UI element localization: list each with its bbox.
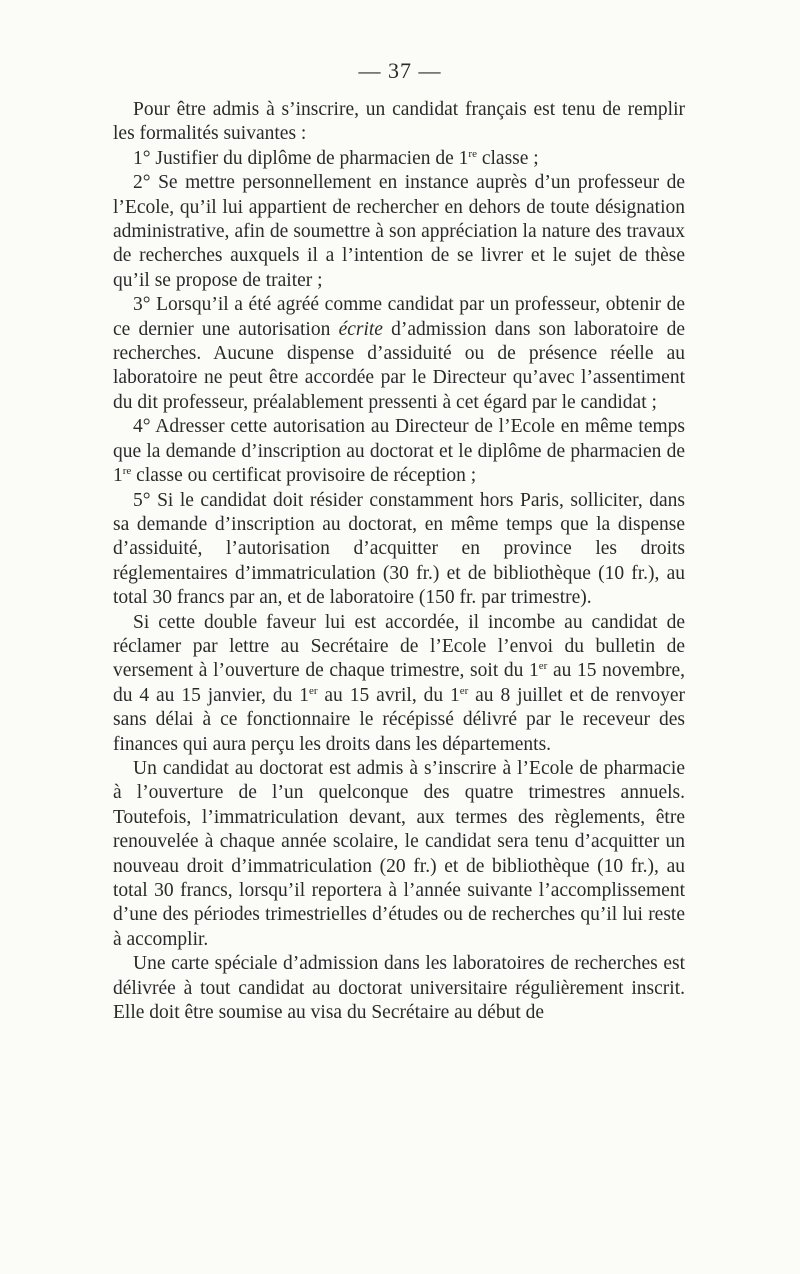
paragraph-item-1: 1° Justifier du diplôme de pharmacien de 1re classe ;: [133, 147, 539, 169]
paragraph-item-4: 4° Adresser cette autorisation au Directeur de l’Ecole en même temps que la demande d’inscription au doctorat et le diplôme de pharmacien de 1re classe ou certificat provisoire de réception ;: [113, 416, 685, 487]
paragraph-intro: Pour être admis à s’inscrire, un candidat français est tenu de remplir les formalités suivantes :: [113, 99, 685, 145]
paragraph-double-faveur: Si cette double faveur lui est accordée, il incombe au candidat de réclamer par lettre au Secrétaire de l’Ecole l’envoi du bulletin de versement à l’ouverture de chaque trimestre, soit du 1er au 15 novembre, du 4 au 15 janvier, du 1er au 15 avril, du 1er au 8 juillet et de renvoyer sans délai à ce fonctionnaire le récépissé délivré par le receveur des finances qui aura perçu les droits dans les départements.: [113, 611, 686, 755]
paragraph-item-5: 5° Si le candidat doit résider constamment hors Paris, solliciter, dans sa demande d’inscription au doctorat, en même temps que la dispense d’assiduité, l’autorisation d’acquitter en province les droits réglementaires d’immatriculation (30 fr.) et de bibliothèque (10 fr.), au total 30 francs par an, et de laboratoire (150 fr. par trimestre).: [113, 489, 685, 609]
body-text: [113, 98, 685, 1025]
page-number: — 37 —: [358, 58, 442, 83]
paragraph-carte-speciale: Une carte spéciale d’admission dans les laboratoires de recherches est délivrée à tout candidat au doctorat universitaire régulièrement inscrit. Elle doit être soumise au visa du Secrétaire au début de: [113, 953, 685, 1024]
paragraph-inscription-trimestres: Un candidat au doctorat est admis à s’inscrire à l’Ecole de pharmacie à l’ouverture de l’un quelconque des quatre trimestres annuels. Toutefois, l’immatriculation devant, aux termes des règlements, être renouvelée à chaque année scolaire, le candidat sera tenu d’acquitter un nouveau droit d’immatriculation (20 fr.) et de bibliothèque (10 fr.), au total 30 francs, lorsqu’il reportera à l’année suivante l’accomplissement d’une des périodes trimestrielles d’études ou de recherches qu’il lui reste à accomplir.: [113, 757, 685, 950]
paragraph-item-2: 2° Se mettre personnellement en instance auprès d’un professeur de l’Ecole, qu’il lui appartient de rechercher en dehors de toute désignation administrative, afin de soumettre à son appréciation la nature des travaux de recherches auxquels il a l’intention de se livrer et le sujet de thèse qu’il se propose de traiter ;: [113, 172, 685, 291]
paragraph-item-3: 3° Lorsqu’il a été agréé comme candidat par un professeur, obtenir de ce dernier une autorisation écrite d’admission dans son laboratoire de recherches. Aucune dispense d’assiduité ou de présence réelle au laboratoire ne peut être accordée par le Directeur qu’avec l’assentiment du dit professeur, préalablement pressenti à cet égard par le candidat ;: [113, 294, 685, 413]
